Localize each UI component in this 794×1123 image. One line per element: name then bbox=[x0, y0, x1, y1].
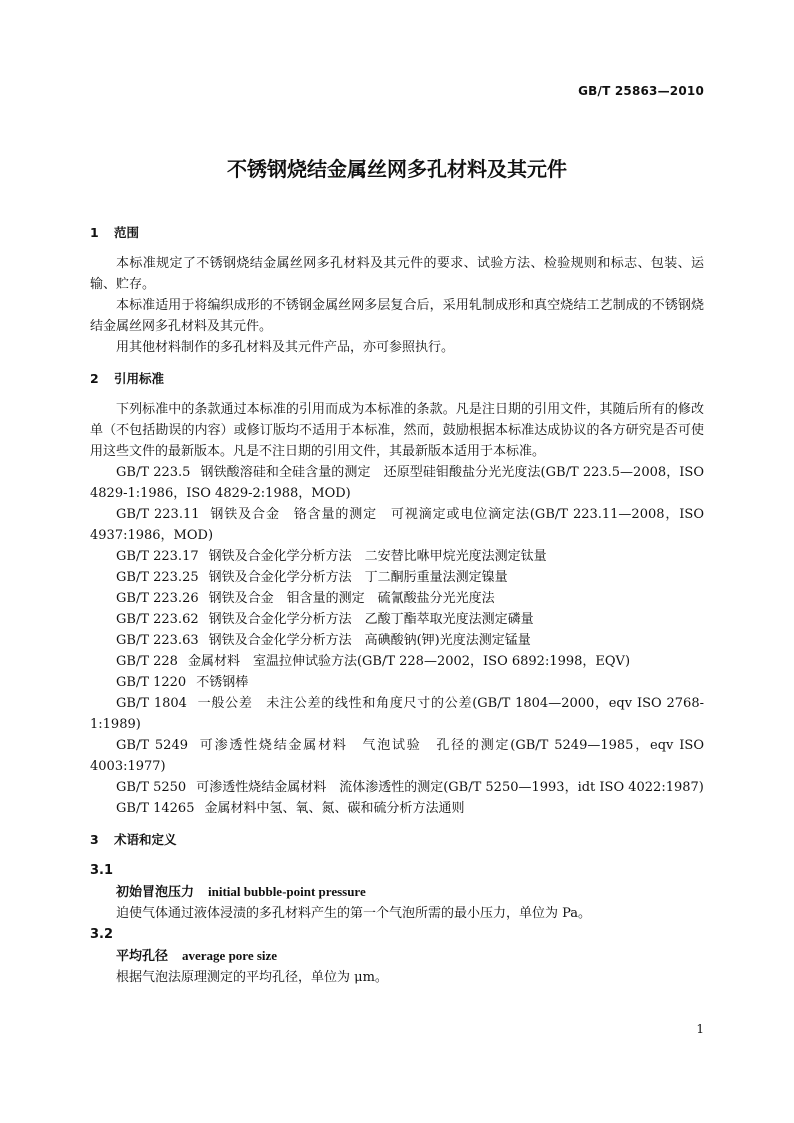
reference-title: 钢铁及合金化学分析方法 乙酸丁酯萃取光度法测定磷量 bbox=[208, 612, 534, 627]
section-3-heading bbox=[90, 829, 704, 850]
reference-code: GB/T 223.17 bbox=[116, 549, 199, 564]
paragraph: 本标准规定了不锈钢烧结金属丝网多孔材料及其元件的要求、试验方法、检验规则和标志、包装、运输、贮存。 bbox=[90, 256, 704, 292]
reference-item bbox=[90, 462, 704, 504]
paragraph: 下列标准中的条款通过本标准的引用而成为本标准的条款。凡是注日期的引用文件，其随后所有的修改单（不包括勘误的内容）或修订版均不适用于本标准，然而，鼓励根据本标准达成协议的各方研究是否可使用这些文件的最新版本。凡是不注日期的引用文件，其最新版本适用于本标准。 bbox=[90, 402, 704, 459]
reference-item bbox=[90, 567, 704, 588]
reference-title: 可渗透性烧结金属材料 流体渗透性的测定(GB/T 5250—1993，idt ISO 4022:1987) bbox=[196, 780, 704, 795]
reference-title: 钢铁及合金化学分析方法 丁二酮肟重量法测定镍量 bbox=[208, 570, 508, 585]
reference-title: 不锈钢棒 bbox=[196, 675, 249, 690]
reference-item bbox=[90, 798, 704, 819]
section-2-heading bbox=[90, 368, 704, 389]
section-title: 引用标准 bbox=[114, 371, 165, 386]
reference-item bbox=[90, 630, 704, 651]
reference-item bbox=[90, 651, 704, 672]
reference-code: GB/T 14265 bbox=[116, 801, 195, 816]
reference-title: 钢铁及合金 铬含量的测定 可视滴定或电位滴定法(GB/T 223.11—2008，ISO 4937:1986，MOD) bbox=[90, 507, 704, 543]
section-number: 3 bbox=[90, 832, 99, 847]
section-title: 术语和定义 bbox=[114, 832, 177, 847]
document-body bbox=[90, 222, 704, 988]
reference-item bbox=[90, 504, 704, 546]
section-1-heading bbox=[90, 222, 704, 243]
reference-code: GB/T 223.62 bbox=[116, 612, 199, 627]
reference-item bbox=[90, 546, 704, 567]
reference-item bbox=[90, 609, 704, 630]
reference-item bbox=[90, 588, 704, 609]
reference-title: 可渗透性烧结金属材料 气泡试验 孔径的测定(GB/T 5249—1985，eqv ISO 4003:1977) bbox=[90, 738, 704, 774]
reference-title: 钢铁及合金化学分析方法 二安替比咻甲烷光度法测定钛量 bbox=[208, 549, 547, 564]
term-number: 3.1 bbox=[90, 863, 114, 878]
reference-code: GB/T 223.5 bbox=[116, 465, 191, 480]
page-number: 1 bbox=[696, 1022, 704, 1036]
reference-code: GB/T 223.26 bbox=[116, 591, 199, 606]
term-entry bbox=[116, 945, 704, 967]
term-en: initial bubble-point pressure bbox=[208, 884, 366, 899]
term-definition: 迫使气体通过液体浸渍的多孔材料产生的第一个气泡所需的最小压力，单位为 Pa。 bbox=[116, 906, 592, 921]
term-zh: 初始冒泡压力 bbox=[116, 885, 195, 900]
section-number: 2 bbox=[90, 371, 99, 386]
term-definition: 根据气泡法原理测定的平均孔径，单位为 μm。 bbox=[116, 970, 388, 985]
reference-code: GB/T 223.25 bbox=[116, 570, 199, 585]
reference-code: GB/T 228 bbox=[116, 654, 178, 669]
section-title: 范围 bbox=[114, 225, 140, 240]
paragraph: 用其他材料制作的多孔材料及其元件产品，亦可参照执行。 bbox=[116, 340, 455, 355]
reference-title: 钢铁及合金 钼含量的测定 硫氰酸盐分光光度法 bbox=[208, 591, 495, 606]
reference-title: 金属材料中氢、氧、氮、碳和硫分析方法通则 bbox=[204, 801, 465, 816]
reference-title: 钢铁酸溶硅和全硅含量的测定 还原型硅钼酸盐分光光度法(GB/T 223.5—2008，ISO 4829-1:1986，ISO 4829-2:1988，MOD) bbox=[90, 465, 704, 501]
paragraph: 本标准适用于将编织成形的不锈钢金属丝网多层复合后，采用轧制成形和真空烧结工艺制成的不锈钢烧结金属丝网多孔材料及其元件。 bbox=[90, 298, 704, 334]
reference-title: 钢铁及合金化学分析方法 高碘酸钠(钾)光度法测定锰量 bbox=[208, 633, 531, 648]
term-en: average pore size bbox=[182, 948, 278, 963]
reference-item bbox=[90, 693, 704, 735]
reference-code: GB/T 5249 bbox=[116, 738, 188, 753]
term-zh: 平均孔径 bbox=[116, 949, 169, 964]
reference-item bbox=[90, 672, 704, 693]
term-number: 3.2 bbox=[90, 927, 114, 942]
reference-code: GB/T 223.11 bbox=[116, 507, 200, 522]
reference-title: 金属材料 室温拉伸试验方法(GB/T 228—2002，ISO 6892:1998，EQV) bbox=[187, 654, 631, 669]
reference-code: GB/T 1220 bbox=[116, 675, 187, 690]
reference-code: GB/T 1804 bbox=[116, 696, 187, 711]
reference-item bbox=[90, 777, 704, 798]
document-title: 不锈钢烧结金属丝网多孔材料及其元件 bbox=[227, 157, 567, 181]
reference-item bbox=[90, 735, 704, 777]
reference-code: GB/T 223.63 bbox=[116, 633, 199, 648]
term-entry bbox=[116, 881, 704, 903]
section-number: 1 bbox=[90, 225, 99, 240]
standard-code: GB/T 25863—2010 bbox=[578, 84, 704, 98]
reference-title: 一般公差 未注公差的线性和角度尺寸的公差(GB/T 1804—2000，eqv ISO 2768-1:1989) bbox=[90, 696, 704, 732]
reference-code: GB/T 5250 bbox=[116, 780, 187, 795]
